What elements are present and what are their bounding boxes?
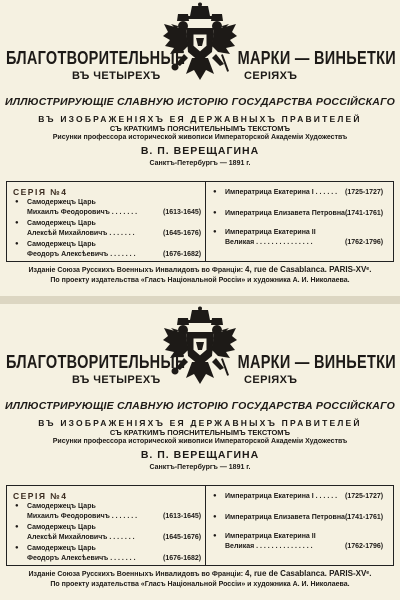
bullet-icon: ● [213, 514, 217, 520]
entry-years: (1741-1761) [345, 514, 384, 521]
entry-years: (1613-1645) [163, 208, 202, 216]
author-name: В. П. ВЕРЕЩАГИНА [140, 145, 260, 157]
bullet-icon: ● [15, 220, 19, 226]
bullet-icon: ● [213, 229, 217, 235]
description-line-c: Рисунки профессора исторической живописи Императорской Академіи Художествъ [52, 134, 348, 141]
place-and-date: Санктъ-Петербургъ — 1891 г. [149, 464, 251, 471]
series-label: СЕРІЯ №4 [13, 187, 68, 197]
bullet-icon: ● [15, 241, 19, 247]
bullet-icon: ● [213, 210, 217, 216]
entry-title: Императрица Елизавета Петровна . [225, 514, 349, 521]
sheet-gap [0, 296, 400, 304]
title-right-line-2: СЕРІЯХЪ [244, 374, 298, 386]
entry-years: (1741-1761) [345, 210, 384, 217]
entry-title: Императрица Екатерина II [225, 533, 316, 540]
column-divider [205, 486, 206, 565]
column-divider [205, 182, 206, 261]
entry-title: Императрица Екатерина I . . . . . . [225, 189, 338, 196]
title-left-line-2: ВЪ ЧЕТЫРЕХЪ [72, 70, 161, 82]
entry-name: Феодоръ Алексѣевичъ . . . . . . . [27, 554, 136, 562]
entry-years: (1762-1796) [345, 238, 384, 246]
bullet-icon: ● [15, 524, 19, 530]
title-right-line-2: СЕРІЯХЪ [244, 70, 298, 82]
entry-name: Алексѣй Михайловичъ . . . . . . . [27, 533, 135, 541]
description-line-c: Рисунки профессора исторической живописи Императорской Академіи Художествъ [52, 438, 348, 445]
author-name: В. П. ВЕРЕЩАГИНА [140, 449, 260, 461]
entry-title: Самодержецъ Царь [27, 199, 96, 206]
entry-title: Самодержецъ Царь [27, 545, 96, 552]
entry-years: (1645-1676) [163, 533, 202, 541]
title-left-line-1: БЛАГОТВОРИТЕЛЬНЫЕ [6, 353, 185, 373]
description-line-a: ВЪ ИЗОБРАЖЕНІЯХЪ ЕЯ ДЕРЖАВНЫХЪ ПРАВИТЕЛЕЙ [38, 418, 362, 428]
entry-years: (1676-1682) [163, 554, 202, 562]
publisher-line [0, 265, 400, 274]
entry-name: Великая . . . . . . . . . . . . . . . [225, 238, 313, 246]
bullet-icon: ● [15, 545, 19, 551]
publisher-text: Изданіе Союза Русскихъ Военныхъ Инвалидовъ во Франціи: [28, 267, 244, 274]
series-label: СЕРІЯ №4 [13, 491, 68, 501]
bullet-icon: ● [15, 503, 19, 509]
entry-title: Самодержецъ Царь [27, 524, 96, 531]
description-line-b: СЪ КРАТКИМЪ ПОЯСНИТЕЛЬНЫМЪ ТЕКСТОМЪ [109, 428, 291, 437]
entry-years: (1725-1727) [345, 493, 384, 500]
imperial-double-headed-eagle-icon [162, 2, 238, 84]
entry-years: (1613-1645) [163, 512, 202, 520]
publisher-address: 4, rue de Casablanca. PARIS-XVᵉ. [245, 569, 372, 578]
entry-name: Алексѣй Михайловичъ . . . . . . . [27, 229, 135, 237]
entry-name: Великая . . . . . . . . . . . . . . . [225, 542, 313, 550]
bullet-icon: ● [15, 199, 19, 205]
bullet-icon: ● [213, 493, 217, 499]
entry-years: (1725-1727) [345, 189, 384, 196]
title-left-line-1: БЛАГОТВОРИТЕЛЬНЫЕ [6, 49, 185, 69]
project-line: По проекту издательства «Гласъ Національной Россіи» и художника А. И. Николаева. [50, 581, 350, 588]
entry-title: Императрица Екатерина II [225, 229, 316, 236]
project-line: По проекту издательства «Гласъ Національной Россіи» и художника А. И. Николаева. [50, 277, 350, 284]
imperial-double-headed-eagle-icon [162, 306, 238, 388]
entry-title: Самодержецъ Царь [27, 503, 96, 510]
vignette-sheet-bottom [0, 304, 400, 600]
description-line-a: ВЪ ИЗОБРАЖЕНІЯХЪ ЕЯ ДЕРЖАВНЫХЪ ПРАВИТЕЛЕЙ [38, 114, 362, 124]
bullet-icon: ● [213, 189, 217, 195]
entry-name: Феодоръ Алексѣевичъ . . . . . . . [27, 250, 136, 258]
entry-years: (1645-1676) [163, 229, 202, 237]
publisher-text: Изданіе Союза Русскихъ Военныхъ Инвалидовъ во Франціи: [28, 571, 244, 578]
bullet-icon: ● [213, 533, 217, 539]
subtitle: ИЛЛЮСТРИРУЮЩІЕ СЛАВНУЮ ИСТОРІЮ ГОСУДАРСТВА РОССІЙСКАГО [5, 400, 395, 412]
entry-years: (1676-1682) [163, 250, 202, 258]
vignette-sheet-top [0, 0, 400, 296]
description-line-b: СЪ КРАТКИМЪ ПОЯСНИТЕЛЬНЫМЪ ТЕКСТОМЪ [109, 124, 291, 133]
series-box [6, 181, 394, 262]
title-left-line-2: ВЪ ЧЕТЫРЕХЪ [72, 374, 161, 386]
entry-name: Михаилъ Феодоровичъ . . . . . . . [27, 512, 138, 520]
title-right-line-1: МАРКИ — ВИНЬЕТКИ [237, 49, 396, 69]
publisher-address: 4, rue de Casablanca. PARIS-XVᵉ. [245, 265, 372, 274]
subtitle: ИЛЛЮСТРИРУЮЩІЕ СЛАВНУЮ ИСТОРІЮ ГОСУДАРСТВА РОССІЙСКАГО [5, 96, 395, 108]
series-box [6, 485, 394, 566]
entry-name: Михаилъ Феодоровичъ . . . . . . . [27, 208, 138, 216]
entry-title: Самодержецъ Царь [27, 241, 96, 248]
publisher-line [0, 569, 400, 578]
title-right-line-1: МАРКИ — ВИНЬЕТКИ [237, 353, 396, 373]
entry-years: (1762-1796) [345, 542, 384, 550]
place-and-date: Санктъ-Петербургъ — 1891 г. [149, 160, 251, 167]
entry-title: Императрица Екатерина I . . . . . . [225, 493, 338, 500]
entry-title: Императрица Елизавета Петровна . [225, 210, 349, 217]
entry-title: Самодержецъ Царь [27, 220, 96, 227]
